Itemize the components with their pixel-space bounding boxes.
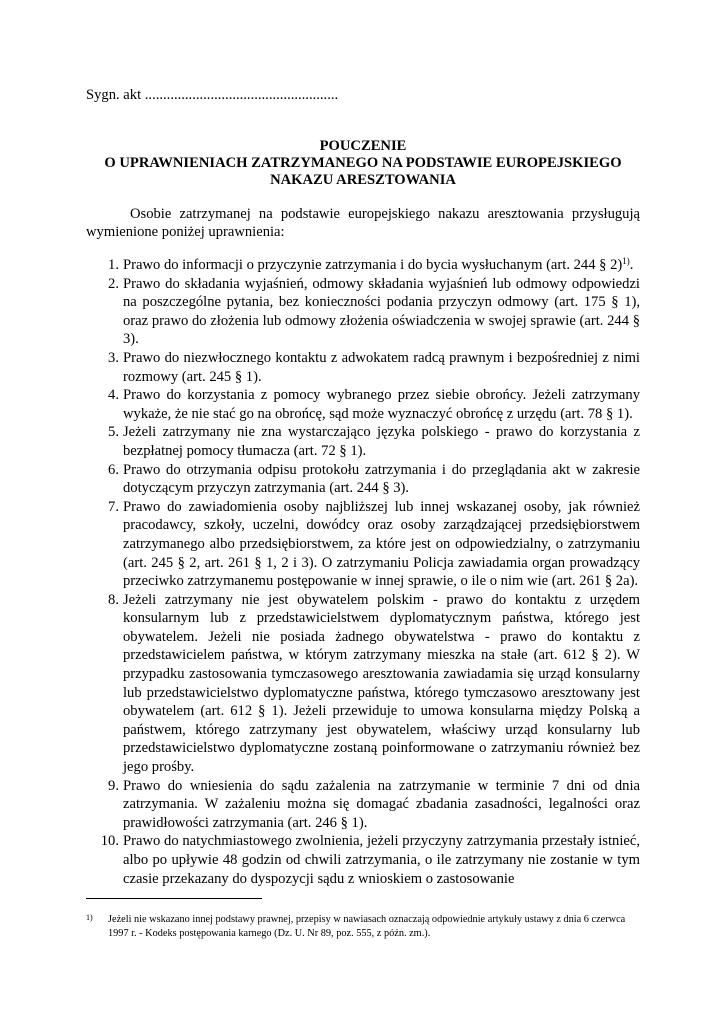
item-number: 6. <box>108 461 119 478</box>
rights-list <box>86 256 640 888</box>
document-title <box>86 138 640 189</box>
footnote-reference: 1) <box>622 256 630 266</box>
list-item <box>86 591 640 777</box>
footnote-mark: 1) <box>86 913 93 922</box>
item-number: 7. <box>108 498 119 515</box>
list-item <box>86 256 640 275</box>
item-number: 5. <box>108 424 119 441</box>
item-text: Prawo do korzystania z pomocy wybranego przez siebie obrońcy. Jeżeli zatrzymany wykaże, że nie stać go na obrońcę, sąd może wyznaczyć obrońcę z urzędu (art. 78 § 1). <box>123 387 640 422</box>
list-item <box>86 275 640 349</box>
item-number: 4. <box>108 387 119 404</box>
list-item <box>86 386 640 423</box>
case-reference: Sygn. akt ..................................................... <box>86 87 339 103</box>
title-line: O UPRAWNIENIACH ZATRZYMANEGO NA PODSTAWIE EUROPEJSKIEGO <box>104 155 622 171</box>
item-number: 10. <box>100 833 119 850</box>
list-item <box>86 498 640 591</box>
list-item <box>86 777 640 833</box>
item-text: Prawo do otrzymania odpisu protokołu zatrzymania i do przeglądania akt w zakresie dotyczącym przyczyn zatrzymania (art. 244 § 3). <box>123 461 640 497</box>
item-text: Prawo do natychmiastowego zwolnienia, jeżeli przyczyny zatrzymania przestały istnieć, albo po upływie 48 godzin od chwili zatrzymania, o ile zatrzymany nie zostanie w tym czasie przekazany do dyspozycji sądu z wnioskiem o zastosowanie <box>123 833 640 887</box>
title-line: POUCZENIE <box>319 138 407 154</box>
list-item <box>86 423 640 460</box>
item-text: Prawo do zawiadomienia osoby najbliższej lub innej wskazanej osoby, jak również pracodawcy, szkoły, uczelni, dowódcy oraz osoby zarządzającej przedsiębiorstwem zatrzymanego albo przedsiębiorstwem, za które jest on odpowiedzialny, o zatrzymaniu (art. 245 § 2, art. 261 § 1, 2 i 3). O zatrzymaniu Policja zawiadamia organ prowadzący przeciwko zatrzymanemu postępowanie w innej sprawie, o ile o nim wie (art. 261 § 2a). <box>123 498 640 590</box>
item-number: 3. <box>108 349 119 366</box>
item-text: Prawo do niezwłocznego kontaktu z adwokatem radcą prawnym i bezpośredniej z nimi rozmowy (art. 245 § 1). <box>123 349 640 385</box>
item-number: 9. <box>108 777 119 794</box>
title-line: NAKAZU ARESZTOWANIA <box>270 172 456 188</box>
item-text: Jeżeli zatrzymany nie jest obywatelem polskim - prawo do kontaktu z urzędem konsularnym lub z przedstawicielstwem dyplomatycznym państwa, którego jest obywatelem. Jeżeli nie posiada żadnego obywatelstwa - prawo do kontaktu z przedstawicielem państwa, w którym zatrzymany mieszka na stałe (art. 612 § 2). W przypadku zastosowania tymczasowego aresztowania zawiadamia się urząd konsularny lub przedstawicielstwo dyplomatyczne państwa, którego tymczasowo aresztowany jest obywatelem (art. 612 § 1). Jeżeli przewiduje to umowa konsularna między Polską a państwem, którego zatrzymany jest obywatelem, właściwy urząd konsularny lub przedstawicielstwo dyplomatyczne zostaną poinformowane o zatrzymaniu również bez jego prośby. <box>123 591 640 776</box>
footnote-text: Jeżeli nie wskazano innej podstawy prawnej, przepisy w nawiasach oznaczają odpowiednie artykuły ustawy z dnia 6 czerwca 1997 r. - Kodeks postępowania karnego (Dz. U. Nr 89, poz. 555, z późn. zm.). <box>108 914 626 939</box>
list-item <box>86 349 640 386</box>
item-text-suffix: . <box>629 257 634 273</box>
item-text: Prawo do informacji o przyczynie zatrzymania i do bycia wysłuchanym (art. 244 § 2) <box>123 257 623 273</box>
item-text: Jeżeli zatrzymany nie zna wystarczająco języka polskiego - prawo do korzystania z bezpłatnej pomocy tłumacza (art. 72 § 1). <box>123 424 640 459</box>
list-item <box>86 832 640 888</box>
item-number: 2. <box>108 275 119 292</box>
item-text: Prawo do składania wyjaśnień, odmowy składania wyjaśnień lub odmowy odpowiedzi na poszczególne pytania, bez konieczności podania przyczyn odmowy (art. 175 § 1), oraz prawo do złożenia lub odmowy złożenia oświadczenia w swojej sprawie (art. 244 § 3). <box>123 275 640 348</box>
footnote <box>86 913 640 940</box>
list-item <box>86 461 640 498</box>
item-text: Prawo do wniesienia do sądu zażalenia na zatrzymanie w terminie 7 dni od dnia zatrzymania. W zażaleniu można się domagać zbadania zasadności, legalności oraz prawidłowości zatrzymania (art. 246 § 1). <box>123 777 640 831</box>
item-number: 1. <box>108 257 119 273</box>
intro-paragraph: Osobie zatrzymanej na podstawie europejskiego nakazu aresztowania przysługują wymienione poniżej uprawnienia: <box>86 206 640 240</box>
item-number: 8. <box>108 591 119 608</box>
footnote-divider <box>86 898 262 899</box>
